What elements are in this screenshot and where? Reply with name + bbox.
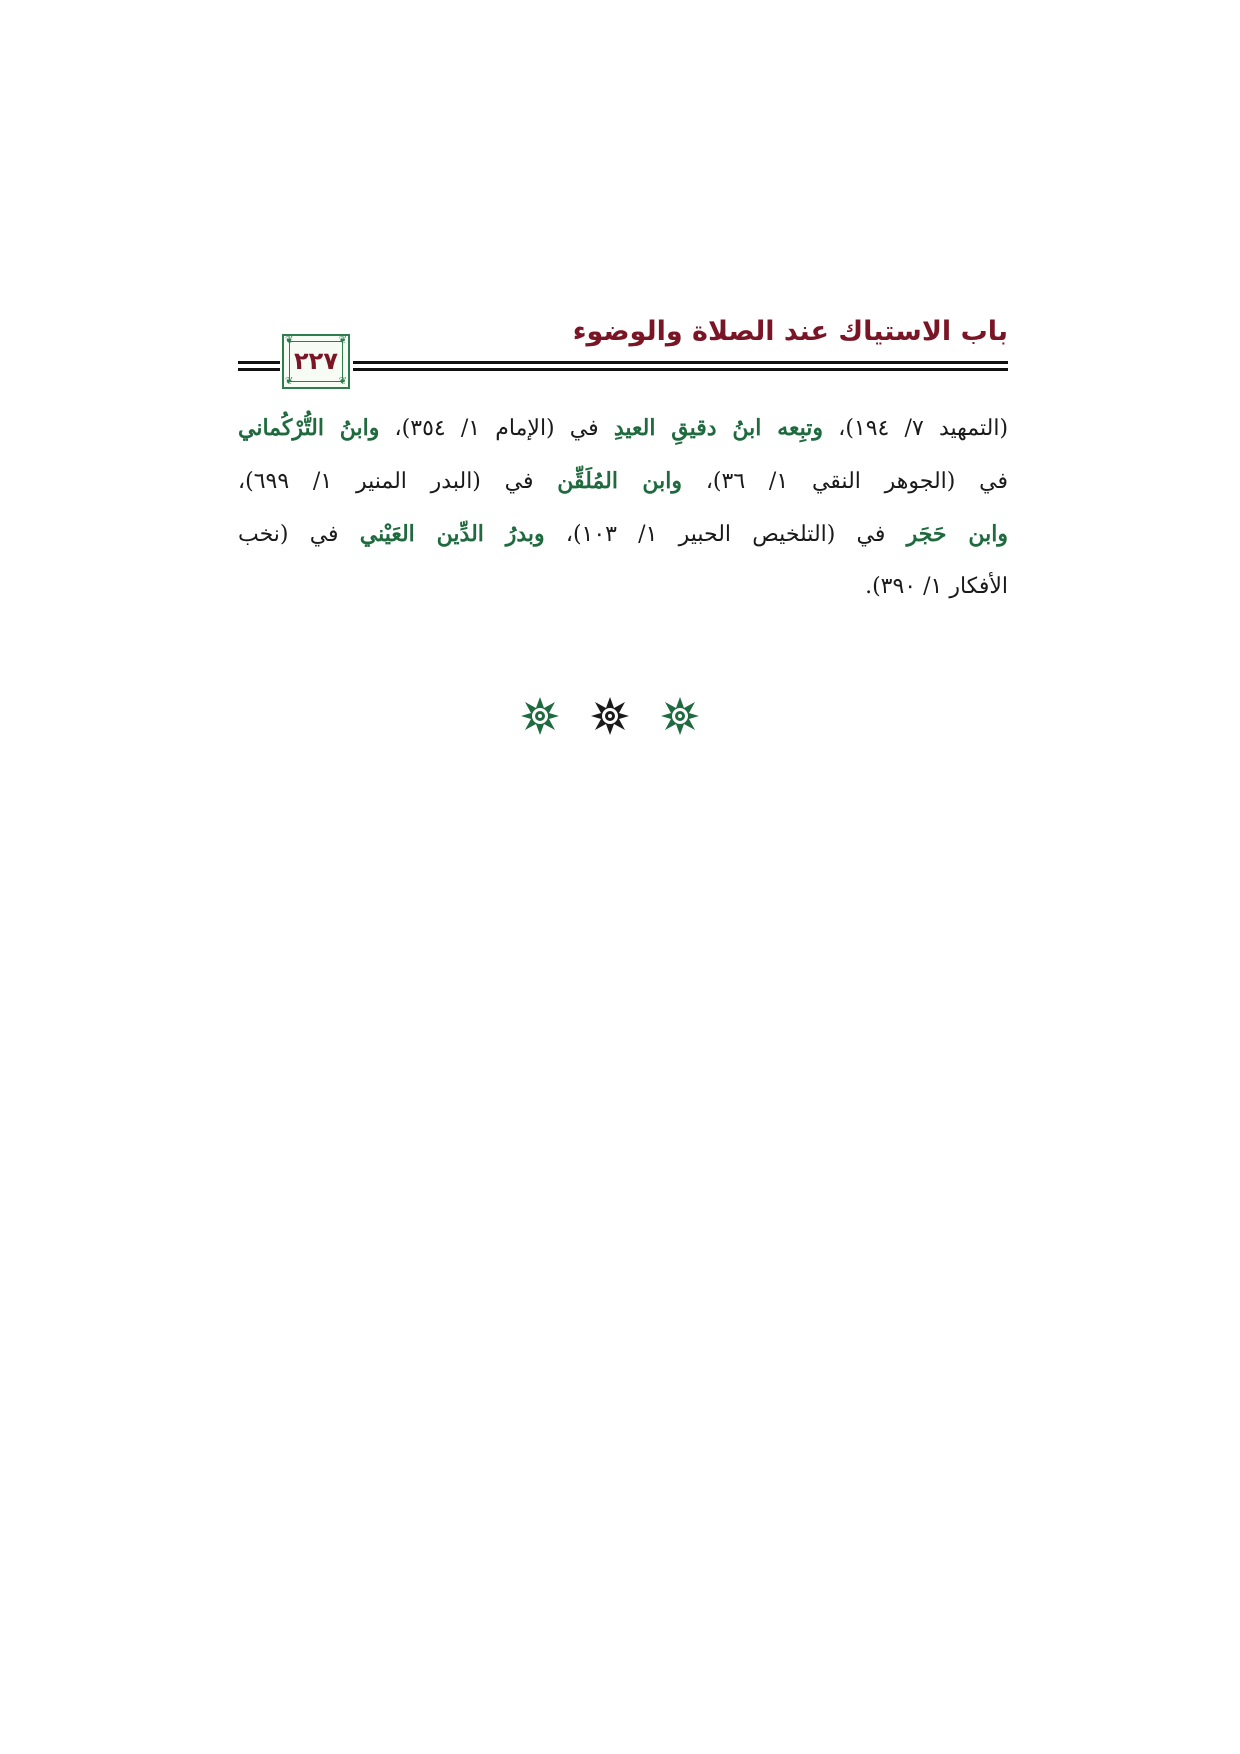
scholar-name: وابنُ التُّرْكُماني <box>238 415 380 441</box>
frame-corner-ornament-icon: ❦ <box>285 376 294 387</box>
frame-corner-ornament-icon: ❦ <box>338 335 347 346</box>
frame-corner-ornament-icon: ❦ <box>285 335 294 346</box>
header-rule-bottom-right <box>353 368 1008 371</box>
text-run: (التمهيد ٧/ ١٩٤)، <box>823 416 1009 441</box>
text-run: في (البدر المنير ١/ ٦٩٩)، <box>238 469 558 494</box>
header-rule-bottom-left <box>238 368 280 371</box>
section-separator <box>520 696 700 736</box>
text-run: في (نخب <box>238 522 360 547</box>
text-line-4 <box>238 561 1008 613</box>
text-line-3 <box>238 508 1008 561</box>
frame-corner-ornament-icon: ❦ <box>338 376 347 387</box>
eight-point-star-ornament-icon <box>520 696 560 736</box>
header-rule-top-left <box>238 361 280 364</box>
text-run: الأفكار ١/ ٣٩٠). <box>865 574 1008 599</box>
eight-point-star-ornament-icon <box>660 696 700 736</box>
text-run: في (الإمام ١/ ٣٥٤)، <box>379 416 614 441</box>
header-rule-top-right <box>353 361 1008 364</box>
footnote-text <box>238 402 1008 613</box>
text-line-1 <box>238 402 1008 455</box>
text-line-2 <box>238 455 1008 508</box>
scholar-name: وبدرُ الدِّين العَيْني <box>359 521 545 547</box>
chapter-title: باب الاستياك عند الصلاة والوضوء <box>572 316 1008 347</box>
scholar-name: وتبِعه ابنُ دقيقِ العيدِ <box>613 415 824 441</box>
scholar-name: وابن المُلَقِّن <box>557 468 683 494</box>
text-run: في (التلخيص الحبير ١/ ١٠٣)، <box>544 522 907 547</box>
running-header <box>238 312 1008 387</box>
page-number-frame <box>282 334 350 389</box>
eight-point-star-ornament-icon <box>590 696 630 736</box>
scholar-name: وابن حَجَر <box>906 521 1008 547</box>
text-run: في (الجوهر النقي ١/ ٣٦)، <box>682 469 1008 494</box>
page-number: ٢٢٧ <box>294 347 338 375</box>
